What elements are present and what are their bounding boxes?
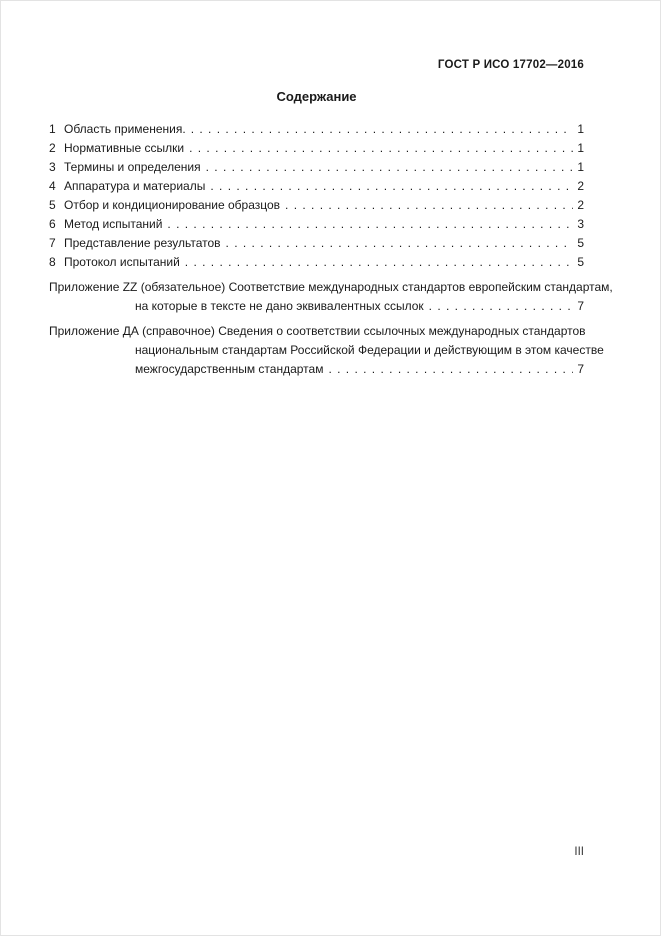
toc-entry-page: 7 bbox=[577, 299, 584, 313]
dot-leader bbox=[210, 177, 573, 196]
toc-entry-number: 6 bbox=[49, 217, 56, 231]
dot-leader bbox=[167, 215, 573, 234]
toc-entry bbox=[49, 196, 584, 215]
dot-leader bbox=[429, 297, 574, 316]
toc-list bbox=[49, 120, 613, 379]
toc-entry-page: 5 bbox=[577, 255, 584, 269]
dot-leader bbox=[189, 139, 573, 158]
appendix-line-text: межгосударственным стандартам bbox=[135, 362, 324, 376]
toc-entry-page: 5 bbox=[577, 236, 584, 250]
toc-entry-label: Нормативные ссылки bbox=[64, 141, 185, 155]
toc-entry bbox=[49, 120, 584, 139]
toc-entry-page: 1 bbox=[577, 160, 584, 174]
toc-entry-label: Представление результатов bbox=[64, 236, 221, 250]
appendix-line-text: на которые в тексте не дано эквивалентных ссылок bbox=[135, 299, 424, 313]
dot-leader bbox=[226, 234, 574, 253]
toc-entry-number: 2 bbox=[49, 141, 56, 155]
folio-page-number: III bbox=[574, 846, 584, 858]
dot-leader bbox=[206, 158, 574, 177]
toc-entry-label: Протокол испытаний bbox=[64, 255, 180, 269]
toc-entry-page: 1 bbox=[577, 141, 584, 155]
toc-entry-number: 3 bbox=[49, 160, 56, 174]
toc-entry-number: 8 bbox=[49, 255, 56, 269]
appendix-line: Приложение ZZ (обязательное) Соответствие международных стандартов европейским стандартам, bbox=[49, 280, 613, 294]
toc-entry-page: 1 bbox=[577, 122, 584, 136]
appendix-line: национальным стандартам Российской Федерации и действующим в этом качестве bbox=[135, 343, 604, 357]
toc-entry-label: Область применения. bbox=[64, 122, 186, 136]
toc-entry-page: 2 bbox=[577, 198, 584, 212]
toc-entry-number: 4 bbox=[49, 179, 56, 193]
appendix-line bbox=[49, 360, 584, 379]
document-number: ГОСТ Р ИСО 17702—2016 bbox=[437, 59, 584, 71]
toc-entry bbox=[49, 139, 584, 158]
toc-entry-label: Метод испытаний bbox=[64, 217, 163, 231]
toc-entry-number: 1 bbox=[49, 122, 56, 136]
toc-entry bbox=[49, 177, 584, 196]
toc-appendix-da bbox=[49, 322, 604, 379]
toc-entry-label: Аппаратура и материалы bbox=[64, 179, 206, 193]
dot-leader bbox=[285, 196, 573, 215]
toc-entry-label: Отбор и кондиционирование образцов bbox=[64, 198, 281, 212]
dot-leader bbox=[328, 360, 573, 379]
toc-entry-label: Термины и определения bbox=[64, 160, 201, 174]
appendix-line: Приложение ДА (справочное) Сведения о соответствии ссылочных международных стандартов bbox=[49, 324, 586, 338]
toc-entry bbox=[49, 253, 584, 272]
toc-entry-page: 2 bbox=[577, 179, 584, 193]
toc-entry-page: 7 bbox=[577, 362, 584, 376]
toc-entry-page: 3 bbox=[577, 217, 584, 231]
toc-entry bbox=[49, 158, 584, 177]
toc-title: Содержание bbox=[276, 89, 357, 104]
toc-appendix-zz bbox=[49, 278, 613, 316]
toc-entry bbox=[49, 234, 584, 253]
dot-leader bbox=[185, 253, 574, 272]
toc-entry bbox=[49, 215, 584, 234]
dot-leader bbox=[191, 120, 574, 139]
page-content bbox=[1, 1, 660, 379]
toc-entry-number: 5 bbox=[49, 198, 56, 212]
appendix-line bbox=[49, 297, 584, 316]
toc-entry-number: 7 bbox=[49, 236, 56, 250]
